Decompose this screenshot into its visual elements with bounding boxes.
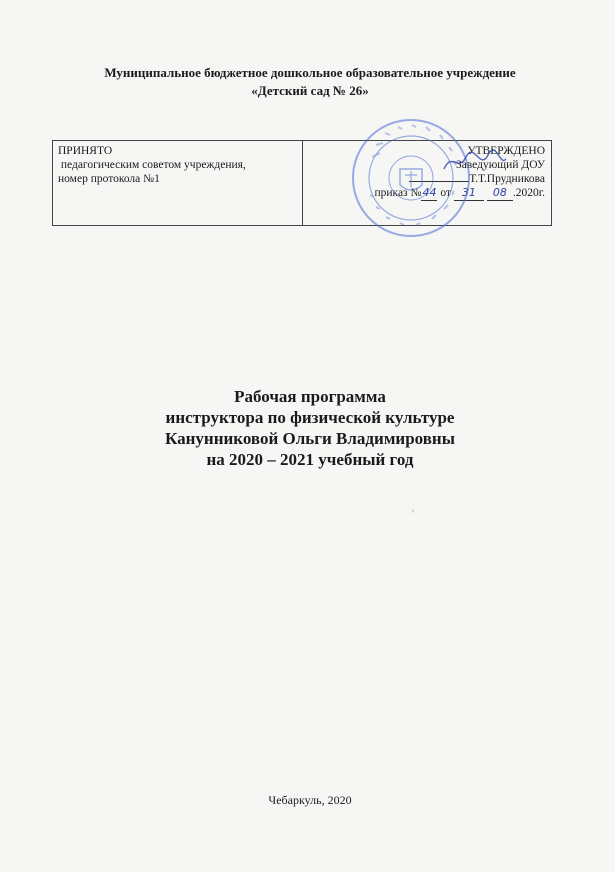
accepted-body: педагогическим советом учреждения, bbox=[58, 159, 246, 171]
approver-position: Заведующий ДОУ bbox=[455, 159, 545, 171]
title-line-2: инструктора по физической культуре bbox=[165, 408, 455, 427]
approved-title: УТВЕРЖДЕНО bbox=[467, 145, 545, 157]
institution-name: Муниципальное бюджетное дошкольное образовательное учреждение bbox=[104, 65, 516, 80]
accepted-title: ПРИНЯТО bbox=[58, 145, 113, 157]
approval-table bbox=[52, 140, 552, 226]
scan-speck: ᵞ bbox=[412, 507, 415, 516]
institution-short-name: «Детский сад № 26» bbox=[251, 83, 369, 98]
approver-name: Т.Т.Прудникова bbox=[469, 173, 545, 185]
order-from: от bbox=[437, 187, 454, 199]
order-day: 31 bbox=[454, 186, 484, 201]
place-year: Чебаркуль, 2020 bbox=[268, 793, 352, 807]
program-title bbox=[100, 386, 520, 470]
order-year: .2020г. bbox=[512, 187, 545, 199]
institution-header bbox=[60, 64, 560, 100]
order-month: 08 bbox=[487, 186, 513, 201]
order-line bbox=[309, 186, 545, 201]
order-number: 44 bbox=[422, 186, 437, 199]
accepted-cell bbox=[53, 141, 303, 225]
title-line-1: Рабочая программа bbox=[234, 387, 386, 406]
title-line-3: Канунниковой Ольги Владимировны bbox=[165, 429, 455, 448]
approver-name-line bbox=[309, 172, 545, 186]
protocol-number: номер протокола №1 bbox=[58, 173, 160, 185]
approved-cell bbox=[303, 141, 551, 225]
title-line-4: на 2020 – 2021 учебный год bbox=[206, 450, 414, 469]
order-prefix: приказ № bbox=[374, 187, 422, 199]
